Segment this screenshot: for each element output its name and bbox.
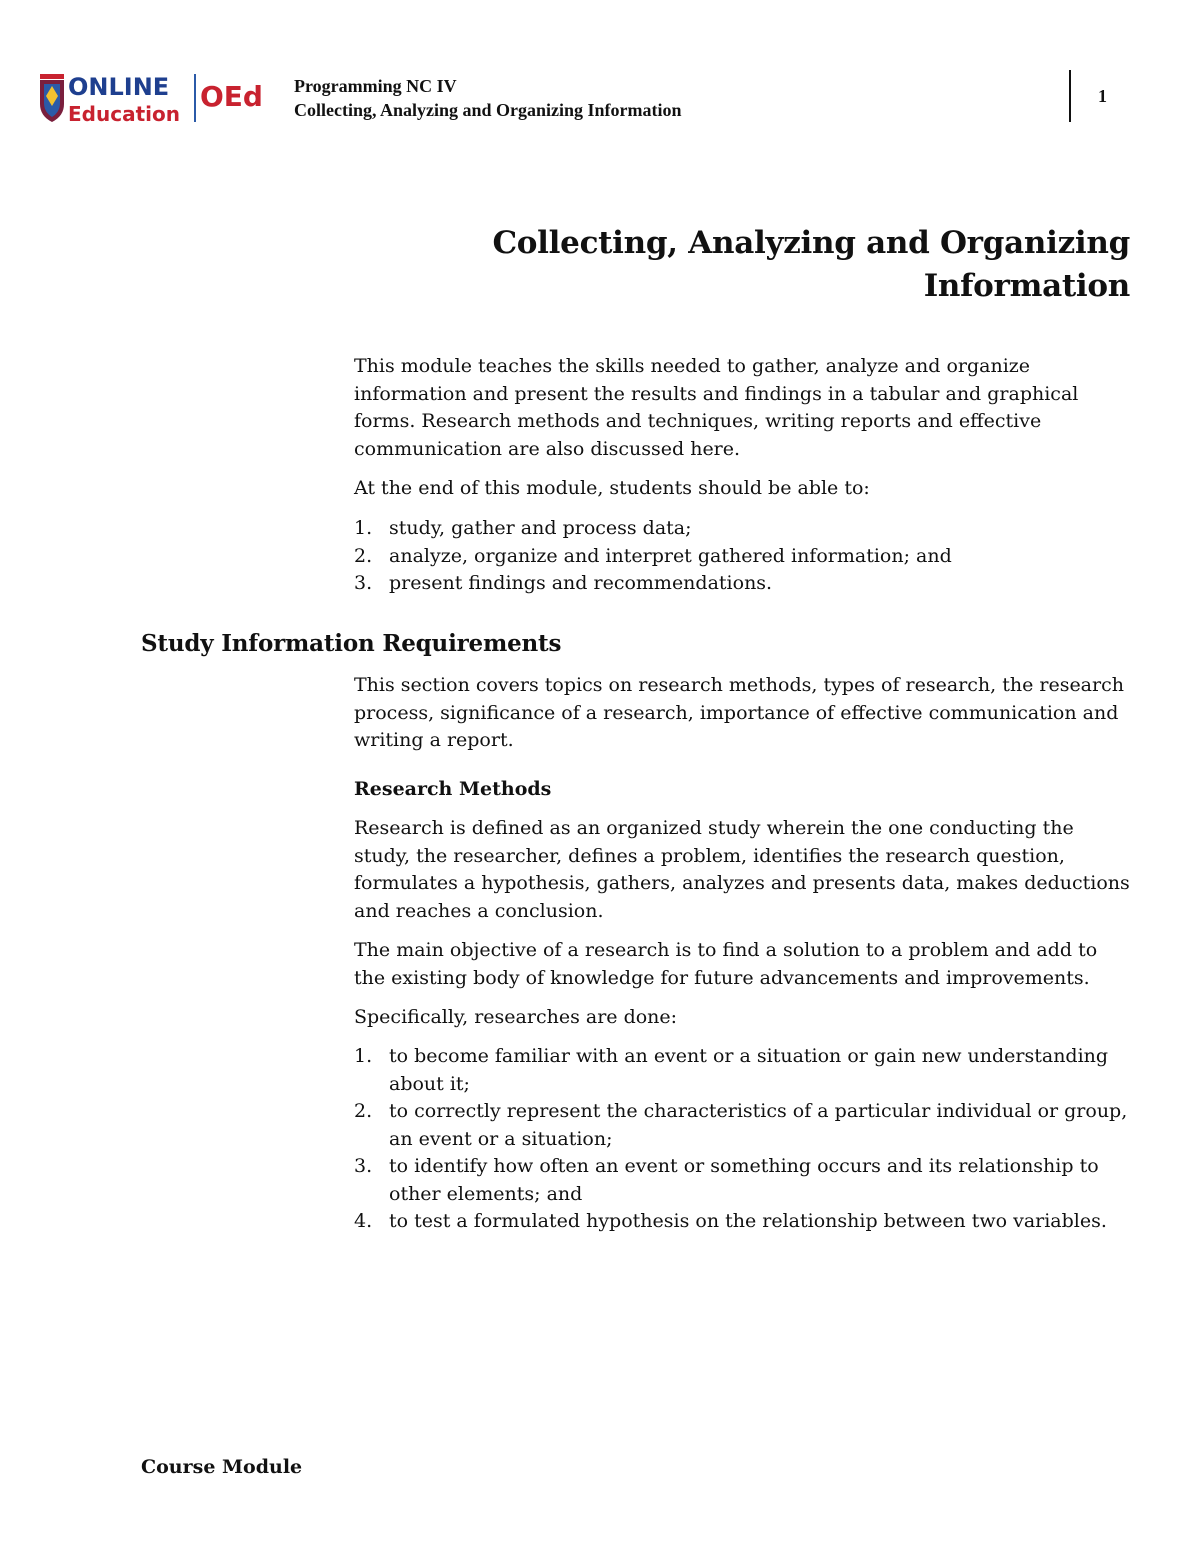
logo-education-text: Education <box>68 102 180 126</box>
list-item <box>354 515 1134 543</box>
list-number: 4. <box>354 1210 373 1232</box>
purposes-list <box>354 1043 1134 1236</box>
subheading-research-methods: Research Methods <box>354 778 552 800</box>
list-item <box>354 1098 1134 1153</box>
objective-paragraph <box>354 937 1134 992</box>
section-intro <box>354 672 1134 755</box>
list-number: 2. <box>354 544 373 567</box>
logo-oed-text: OEd <box>200 80 263 113</box>
section-heading: Study Information Requirements <box>141 630 562 657</box>
list-number: 3. <box>354 1155 373 1177</box>
list-text: study, gather and process data; <box>389 517 692 539</box>
intro-text: This module teaches the skills needed to gather, analyze and organize information and present the results and findings in a tabular and graphical forms. Research methods and techniques, writing reports and effective communication are also discussed here. <box>354 355 1079 460</box>
list-number: 3. <box>354 572 373 594</box>
list-item <box>354 543 1134 571</box>
list-item <box>354 1043 1134 1098</box>
objectives-lead: At the end of this module, students should be able to: <box>354 477 870 499</box>
document-title <box>370 222 1130 308</box>
page-number: 1 <box>1098 86 1107 106</box>
purposes-lead: Specifically, researches are done: <box>354 1006 678 1028</box>
list-text: to become familiar with an event or a situation or gain new understanding about it; <box>389 1045 1109 1095</box>
list-text: to test a formulated hypothesis on the relationship between two variables. <box>389 1210 1107 1232</box>
crest-icon <box>40 74 64 122</box>
section-intro-text: This section covers topics on research methods, types of research, the research process, significance of a research, importance of effective communication and writing a report. <box>354 674 1124 751</box>
list-number: 1. <box>354 517 373 539</box>
list-item <box>354 1208 1134 1236</box>
logo-online-text: ONLINE <box>68 73 170 101</box>
header-subtitle: Collecting, Analyzing and Organizing Information <box>294 100 682 120</box>
header-text <box>294 74 682 122</box>
list-item <box>354 570 1134 598</box>
list-text: analyze, organize and interpret gathered information; and <box>389 544 952 567</box>
list-item <box>354 1153 1134 1208</box>
objective-text: The main objective of a research is to find a solution to a problem and add to the existing body of knowledge for future advancements and improvements. <box>354 939 1098 989</box>
definition-text: Research is defined as an organized study wherein the one conducting the study, the researcher, defines a problem, identifies the research question, formulates a hypothesis, gathers, analyzes and presents data, makes deductions and reaches a conclusion. <box>354 817 1130 922</box>
title-line-2: Information <box>923 268 1130 304</box>
list-number: 2. <box>354 1100 373 1122</box>
header-divider <box>1069 70 1071 122</box>
header-course: Programming NC IV <box>294 76 457 96</box>
footer-label: Course Module <box>141 1456 303 1478</box>
list-number: 1. <box>354 1045 373 1067</box>
title-line-1: Collecting, Analyzing and Organizing <box>492 225 1130 261</box>
intro-paragraph <box>354 353 1134 463</box>
header-logo <box>36 70 271 126</box>
definition-paragraph <box>354 815 1134 925</box>
list-text: to identify how often an event or something occurs and its relationship to other elements; and <box>389 1155 1099 1205</box>
list-text: to correctly represent the characteristics of a particular individual or group, an event or a situation; <box>389 1100 1128 1150</box>
objectives-list <box>354 515 1134 598</box>
list-text: present findings and recommendations. <box>389 572 773 594</box>
